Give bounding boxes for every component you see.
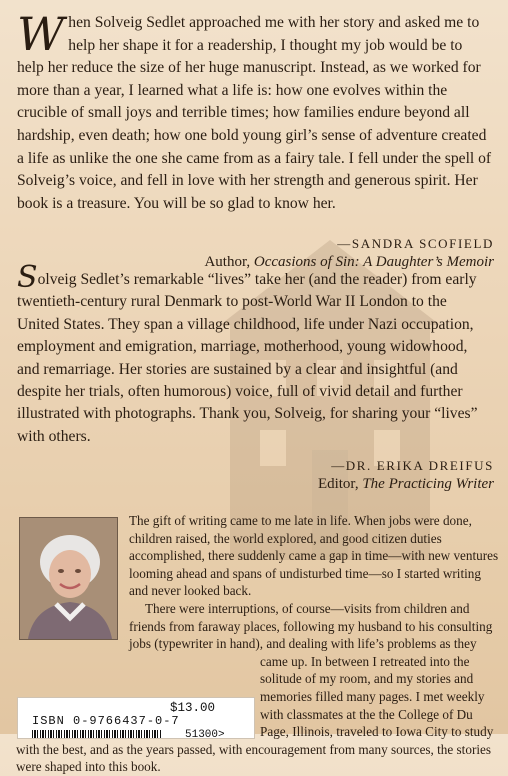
bio-paragraph-2: There were interruptions, of course—visits from children and friends from faraway places, following my husband to his consulting jobs (typewriter in hand), and dealing with life’s problems as they came up. In between I retreated into the solitude of my room, and my stories and memories filled many pages. I met weekly with classmates at the the College of Du Page, Illinois, traveled to Iowa City to study with the best, and as the years passed, with encouragement from many sources, the stories were shaped into this book. xyxy=(16,600,494,775)
price: $13.00 xyxy=(170,701,216,715)
endorsement-author-role: Editor, The Practicing Writer xyxy=(317,476,494,492)
book-title: Occasions of Sin: A Daughter’s Memoir xyxy=(253,254,494,270)
endorsement-author: —SANDRA SCOFIELD xyxy=(337,236,494,251)
endorsement-author-role: Author, Occasions of Sin: A Daughter’s Memoir xyxy=(204,254,494,270)
barcode-icon xyxy=(32,730,162,738)
barcode-price-code: 51300> xyxy=(185,729,225,741)
bio-paragraph-1: The gift of writing came to me late in life. When jobs were done, children raised, the world explored, and good citizen duties accomplished, there suddenly came a gap in time—with new ventures looming ahead and spans of undisturbed time—so I started writing and never looked back. xyxy=(129,513,499,599)
endorsement-text: hen Solveig Sedlet approached me with her story and asked me to help her shape it for a readership, I thought my job would be to help her reduce the size of her huge manuscript. Instead, as we worked for more than a year, I learned what a life is: how one evolves within the crucible of small joys and terrible times; how families endure beyond all hardship, even death; how one bold young girl’s sense of adventure created a life as unlike the one she came from as a fairy tale. I fell under the spell of Solveig’s voice, and fell in love with her strength and generous spirit. Her book is a treasure. You will be so glad to know her. xyxy=(17,14,492,212)
endorsement-sandra-scofield xyxy=(17,7,493,215)
endorsement-author: —DR. ERIKA DREIFUS xyxy=(331,458,494,473)
isbn: ISBN 0-9766437-0-7 xyxy=(32,714,180,728)
drop-cap: S xyxy=(17,260,38,295)
endorsement-text: olveig Sedlet’s remarkable “lives” take her (and the reader) from early twentieth-century rural Denmark to post-World War II London to the United States. They span a village childhood, life under Nazi occupation, employment and emigration, marriage, motherhood, young widowhood, and remarriage. Her stories are sustained by a clear and insightful (and despite her trials, often humorous) voice, full of vivid detail and further illustrated with photographs. Thank you, Solveig, for sharing your “lives” with others. xyxy=(17,271,478,445)
publication-title: The Practicing Writer xyxy=(362,476,494,492)
drop-cap: W xyxy=(17,7,65,61)
